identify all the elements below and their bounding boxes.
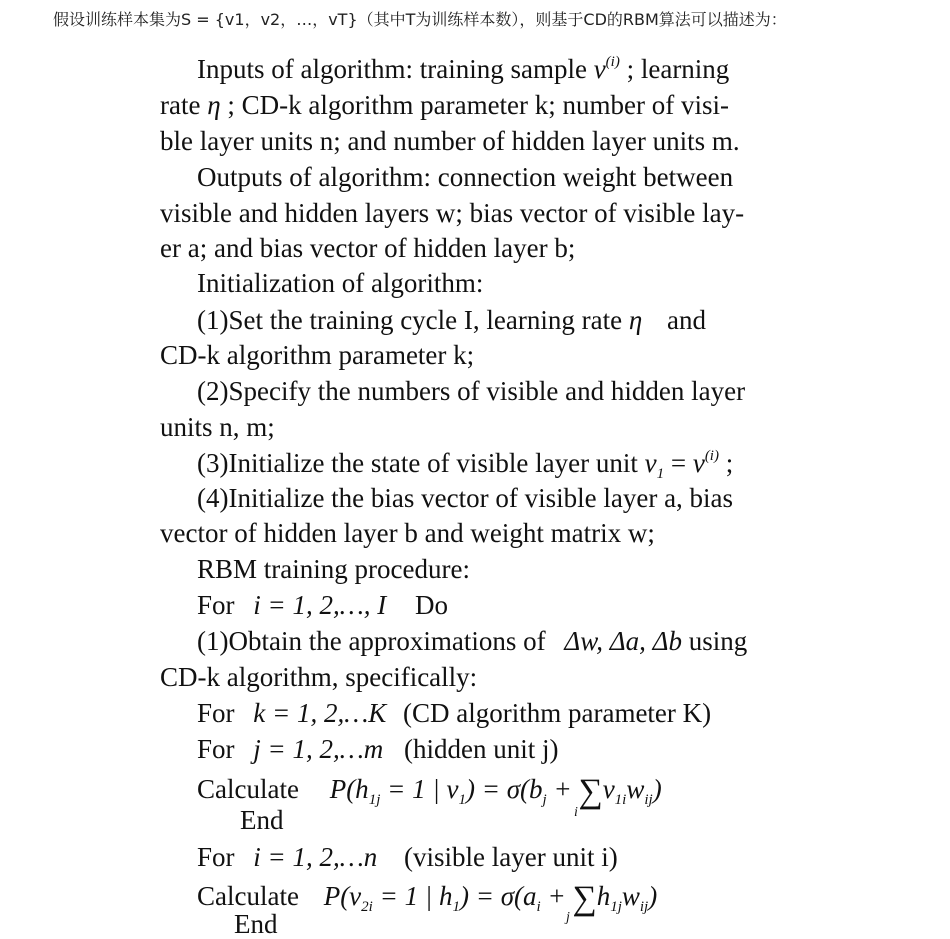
f1-sum: ∑ [578,773,603,810]
f2-sub-ij: ij [639,899,649,915]
f1-sub-j: j [542,792,547,808]
line-19 [197,700,711,727]
f1-close: ) [652,774,662,804]
visible-unit-text: (visible layer unit i) [404,842,618,872]
for-k-range: k = 1, 2,…K [253,698,387,728]
intro-text: 假设训练样本集为S = {v1，v2，…，vT}（其中T为训练样本数），则基于CD的RBM算法可以描述为： [53,10,787,29]
v-symbol: v [593,54,606,84]
line-3: ble layer units n; and number of hidden layer units m. [160,126,740,156]
cdk-param-text: ; CD-k algorithm parameter k; number of visi- [227,90,729,120]
f2-sigma: ) = σ(a [460,881,537,911]
line-13: (4)Initialize the bias vector of visible layer a, bias [197,483,734,513]
f1-sub-1: 1 [458,792,466,808]
line-16 [197,592,448,619]
learning-text: ; learning [626,54,730,84]
line-2 [160,92,729,119]
obtain-text: (1)Obtain the approximations of [197,626,546,656]
line-24 [197,878,658,917]
v-symbol-2: v [692,448,705,478]
f2-close: ) [648,881,658,911]
f2-sub-1: 1 [452,899,460,915]
line-11: units n, m; [160,412,275,442]
line-20 [197,736,558,763]
and-text: and [666,305,706,335]
f2-mid: = 1 | h [372,881,453,911]
calculate-text-1: Calculate [197,774,299,804]
f1-sub-1j: 1j [368,792,381,808]
line-25: End [234,909,278,939]
line-6: er a; and bias vector of hidden layer b; [160,233,576,263]
line-4: Outputs of algorithm: connection weight between [197,162,734,192]
semicolon: ; [725,448,734,478]
f2-w: w [621,881,640,911]
line-14: vector of hidden layer b and weight matrix w; [160,518,655,548]
line-1 [197,56,729,83]
eta-symbol-2: η [628,305,643,335]
line-23 [197,844,618,871]
i-superscript: (i) [605,54,620,70]
set-cycle-text: (1)Set the training cycle I, learning rate [197,305,623,335]
init-state-text: (3)Initialize the state of visible layer unit [197,448,638,478]
for-text-i: For [197,842,235,872]
f1-mid: = 1 | v [380,774,459,804]
equals: = [664,448,693,478]
v1-symbol: v [644,448,657,478]
f1-w: w [626,774,645,804]
f1-sub-ij: ij [644,792,653,808]
f2-sum: ∑ [572,880,597,917]
i-superscript-2: (i) [704,448,719,464]
f1-sigma: ) = σ(b [466,774,543,804]
line-22: End [240,805,284,835]
line-12 [197,448,734,482]
do-text: Do [415,590,448,620]
line-5: visible and hidden layers w; bias vector of visible lay- [160,198,745,228]
calculate-text-2: Calculate [197,881,299,911]
formula-1 [329,773,662,810]
for-i2-range: i = 1, 2,…n [253,842,378,872]
f1-sub-1i: 1i [614,792,627,808]
v1-subscript: 1 [656,466,665,482]
f1-v: v [602,774,615,804]
line-15: RBM training procedure: [197,554,470,584]
rate-text: rate [160,90,201,120]
line-7: Initialization of algorithm: [197,268,484,298]
line-18: CD-k algorithm, specifically: [160,662,478,692]
f2-plus: + [540,881,573,911]
inputs-text: Inputs of algorithm: training sample [197,54,587,84]
for-j-range: j = 1, 2,…m [253,734,384,764]
f1-sum-index: i [574,805,578,820]
line-17 [197,628,747,655]
deltas: Δw, Δa, Δb [564,626,682,656]
for-text-j: For [197,734,235,764]
line-21 [197,771,662,810]
line-8 [197,307,706,334]
using-text: using [688,626,748,656]
f2-p: P(v [323,881,362,911]
for-i-range: i = 1, 2,…, I [253,590,387,620]
line-10: (2)Specify the numbers of visible and hidden layer [197,376,746,406]
line-9: CD-k algorithm parameter k; [160,340,475,370]
f1-plus: + [546,774,579,804]
f2-sub-1j: 1j [610,899,622,915]
for-text: For [197,590,235,620]
cd-param-text: (CD algorithm parameter K) [403,698,712,728]
for-text-k: For [197,698,235,728]
formula-2 [323,880,658,917]
f2-h: h [596,881,611,911]
f2-sub-2i: 2i [361,899,373,915]
f1-p: P(h [329,774,369,804]
eta-symbol: η [207,90,221,120]
hidden-unit-text: (hidden unit j) [404,734,559,764]
f2-sum-index: j [566,910,570,925]
f2-sub-i: i [536,899,541,915]
